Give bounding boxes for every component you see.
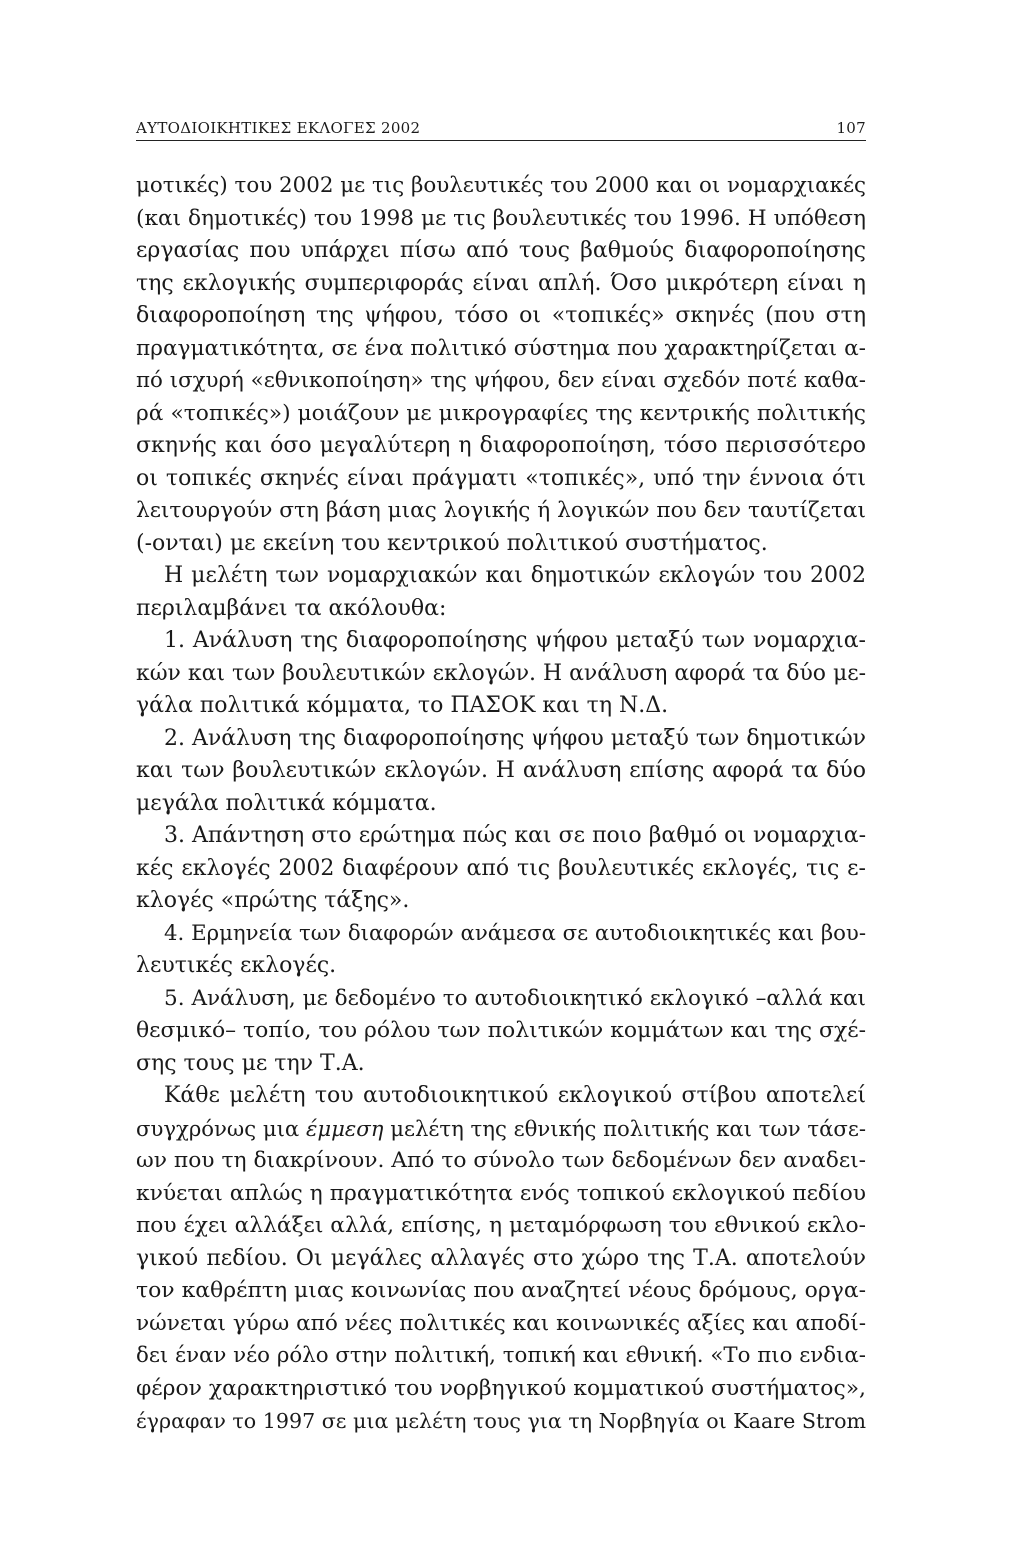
list-item-4-line: 4. Ερμηνεία των διαφορών ανάμεσα σε αυτοδιοικητικές και βου- xyxy=(164,920,866,946)
list-item-3-line: κλογές «πρώτης τάξης». xyxy=(136,888,410,913)
list-item-5-line: σης τους με την Τ.Α. xyxy=(136,1050,365,1076)
text-line: διαφοροποίηση της ψήφου, τόσο οι «τοπικές» σκηνές (που στη xyxy=(136,303,866,328)
text-line: κνύεται απλώς η πραγματικότητα ενός τοπικού εκλογικού πεδίου xyxy=(136,1180,866,1206)
list-item-1-line: 1. Ανάλυση της διαφοροποίησης ψήφου μεταξύ των νομαρχια- xyxy=(164,628,866,653)
list-item-2-line: μεγάλα πολιτικά κόμματα. xyxy=(136,790,437,816)
text-line: εργασίας που υπάρχει πίσω από τους βαθμούς διαφοροποίησης xyxy=(136,238,866,263)
list-item-2-line: και των βουλευτικών εκλογών. Η ανάλυση επίσης αφορά τα δύο xyxy=(136,758,866,783)
text-line: Η μελέτη των νομαρχιακών και δημοτικών εκλογών του 2002 xyxy=(164,563,866,588)
text-fragment: μελέτη της εθνικής πολιτικής και των τάσε- xyxy=(383,1115,867,1141)
list-item-2-line: 2. Ανάλυση της διαφοροποίησης ψήφου μεταξύ των δημοτικών xyxy=(164,725,866,751)
text-line: έγραφαν το 1997 σε μια μελέτη τους για τη Νορβηγία οι Kaare Strom xyxy=(136,1409,866,1433)
body-text xyxy=(136,170,866,1438)
text-line xyxy=(136,1113,866,1146)
text-line: περιλαμβάνει τα ακόλουθα: xyxy=(136,595,447,621)
text-line: Κάθε μελέτη του αυτοδιοικητικού εκλογικού στίβου αποτελεί xyxy=(164,1083,866,1108)
text-line: ων που τη διακρίνουν. Από το σύνολο των δεδομένων δεν αναδει- xyxy=(136,1148,866,1173)
list-item-5-line: θεσμικό– τοπίο, του ρόλου των πολιτικών κομμάτων και της σχέ- xyxy=(136,1018,866,1043)
text-line: που έχει αλλάξει αλλά, επίσης, η μεταμόρφωση του εθνικού εκλο- xyxy=(136,1213,866,1238)
list-item-3-line: κές εκλογές 2002 διαφέρουν από τις βουλευτικές εκλογές, τις ε- xyxy=(136,855,866,881)
list-item-4-line: λευτικές εκλογές. xyxy=(136,953,337,978)
text-line: φέρον χαρακτηριστικό του νορβηγικού κομματικού συστήματος», xyxy=(136,1375,866,1401)
text-line: πραγματικότητα, σε ένα πολιτικό σύστημα που χαρακτηρίζεται α- xyxy=(136,335,866,361)
text-line: πό ισχυρή «εθνικοποίηση» της ψήφου, δεν είναι σχεδόν ποτέ καθα- xyxy=(136,368,866,393)
list-item-1-line: κών και των βουλευτικών εκλογών. Η ανάλυση αφορά τα δύο με- xyxy=(136,660,866,686)
running-header-title: ΑΥΤΟΔΙΟΙΚΗΤΙΚΕΣ ΕΚΛΟΓΕΣ 2002 xyxy=(136,119,421,137)
text-line: σκηνής και όσο μεγαλύτερη η διαφοροποίηση, τόσο περισσότερο xyxy=(136,433,866,458)
text-fragment: συγχρόνως μια xyxy=(136,1115,307,1141)
text-line: της εκλογικής συμπεριφοράς είναι απλή. Όσο μικρότερη είναι η xyxy=(136,270,866,296)
text-line: (και δημοτικές) του 1998 με τις βουλευτικές του 1996. Η υπόθεση xyxy=(136,205,866,231)
text-line: ρά «τοπικές») μοιάζουν με μικρογραφίες της κεντρικής πολιτικής xyxy=(136,400,866,426)
text-line: νώνεται γύρω από νέες πολιτικές και κοινωνικές αξίες και αποδί- xyxy=(136,1310,866,1336)
text-line: μοτικές) του 2002 με τις βουλευτικές του 2000 και οι νομαρχιακές xyxy=(136,173,866,198)
list-item-1-line: γάλα πολιτικά κόμματα, το ΠΑΣΟΚ και τη Ν.Δ. xyxy=(136,693,669,718)
text-line: (-ονται) με εκείνη του κεντρικού πολιτικού συστήματος. xyxy=(136,530,768,556)
list-item-3-line: 3. Απάντηση στο ερώτημα πώς και σε ποιο βαθμό οι νομαρχια- xyxy=(164,823,866,848)
header-rule xyxy=(136,140,866,141)
list-item-5-line: 5. Ανάλυση, με δεδομένο το αυτοδιοικητικό εκλογικό –αλλά και xyxy=(164,985,866,1011)
running-header xyxy=(136,119,866,151)
text-line: τον καθρέπτη μιας κοινωνίας που αναζητεί νέους δρόμους, οργα- xyxy=(136,1278,866,1303)
text-line: λειτουργούν στη βάση μιας λογικής ή λογικών που δεν ταυτίζεται xyxy=(136,498,866,523)
text-line: γικού πεδίου. Οι μεγάλες αλλαγές στο χώρο της Τ.Α. αποτελούν xyxy=(136,1245,866,1271)
text-line: οι τοπικές σκηνές είναι πράγματι «τοπικές», υπό την έννοια ότι xyxy=(136,465,866,491)
text-line: δει έναν νέο ρόλο στην πολιτική, τοπική και εθνική. «Το πιο ενδια- xyxy=(136,1343,866,1368)
page-number: 107 xyxy=(836,119,866,137)
emphasized-word: έμμεση xyxy=(306,1115,384,1141)
